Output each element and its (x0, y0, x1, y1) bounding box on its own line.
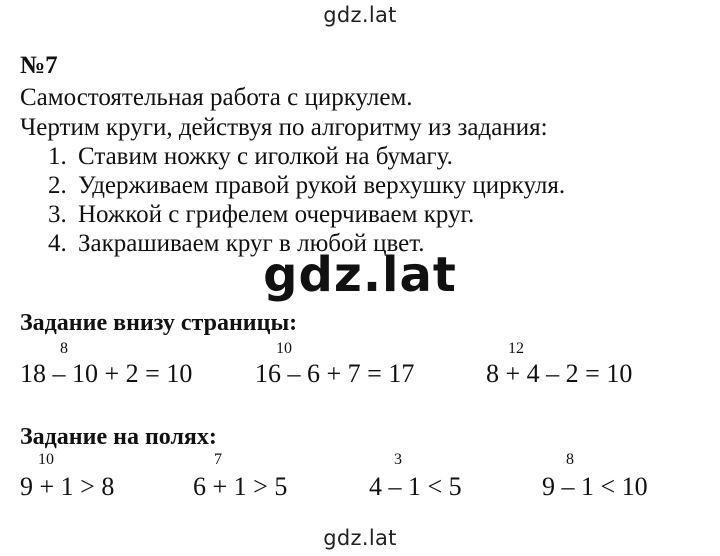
margin-task-heading: Задание на полях: (20, 424, 217, 450)
intro-line-2: Чертим круги, действуя по алгоритму из задания: (20, 114, 548, 141)
watermark-bottom: gdz.lat (323, 526, 397, 550)
expression-note: 10 (276, 340, 292, 357)
step-item-1 (48, 143, 453, 171)
expression-note: 3 (394, 451, 402, 468)
watermark-top: gdz.lat (323, 3, 397, 27)
expression-note: 10 (38, 451, 54, 468)
step-text: Ставим ножку с иголкой на бумагу. (78, 143, 453, 170)
expression-note: 8 (566, 451, 574, 468)
step-text: Удерживаем правой рукой верхушку циркуля. (78, 172, 566, 199)
step-item-3 (48, 201, 474, 229)
step-number: 2. (48, 172, 67, 199)
expression-note: 8 (60, 340, 68, 357)
expression: 8 + 4 – 2 = 10 (486, 359, 633, 388)
watermark-center: gdz.lat (263, 247, 457, 303)
expression: 6 + 1 > 5 (193, 472, 288, 501)
step-number: 3. (48, 201, 67, 228)
expression-note: 7 (214, 451, 222, 468)
expression-note: 12 (508, 340, 524, 357)
step-number: 4. (48, 230, 67, 257)
bottom-task-heading: Задание внизу страницы: (20, 310, 298, 336)
step-item-2 (48, 172, 565, 200)
step-number: 1. (48, 143, 67, 170)
expression: 4 – 1 < 5 (369, 472, 462, 501)
expression: 16 – 6 + 7 = 17 (255, 359, 415, 388)
intro-line-1: Самостоятельная работа с циркулем. (20, 84, 413, 111)
step-text: Закрашиваем круг в любой цвет. (78, 230, 425, 257)
expression: 9 – 1 < 10 (542, 472, 648, 501)
task-number: №7 (20, 52, 58, 79)
step-text: Ножкой с грифелем очерчиваем круг. (78, 201, 475, 228)
expression: 9 + 1 > 8 (20, 472, 115, 501)
expression: 18 – 10 + 2 = 10 (20, 359, 193, 388)
